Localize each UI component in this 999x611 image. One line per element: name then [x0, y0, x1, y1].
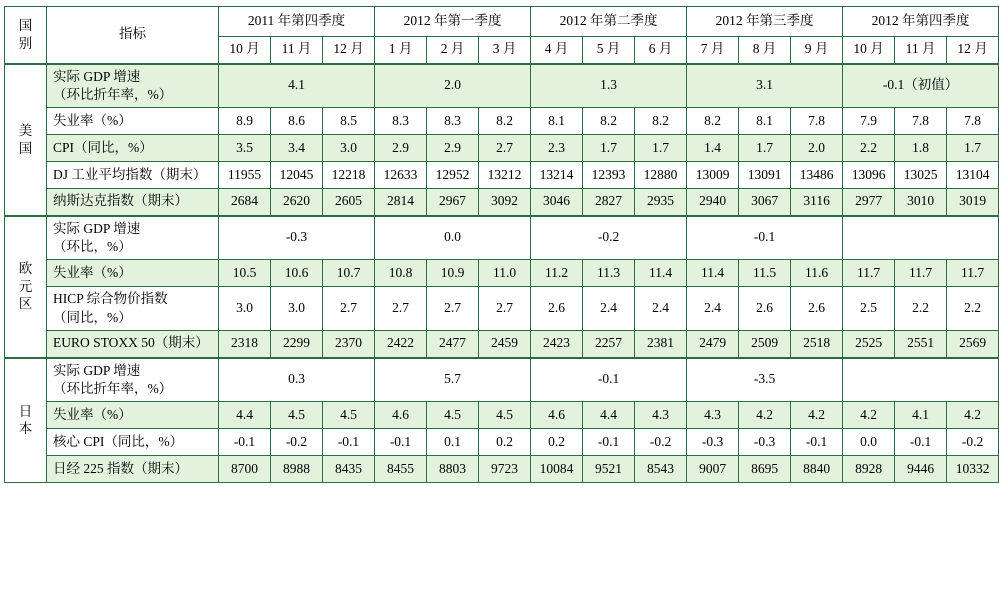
cell: 7.8: [791, 108, 843, 135]
cell: -0.1: [219, 429, 271, 456]
cell: 2569: [947, 331, 999, 358]
cell: 4.2: [843, 402, 895, 429]
cell: 4.5: [323, 402, 375, 429]
cell: 9446: [895, 456, 947, 483]
cell: 2422: [375, 331, 427, 358]
cell: 12393: [583, 162, 635, 189]
table-row: [5, 331, 999, 358]
cell: 2.9: [427, 135, 479, 162]
cell: 8988: [271, 456, 323, 483]
row-label-us-gdp: 实际 GDP 增速 （环比折年率，%）: [47, 64, 219, 108]
table-row: [5, 162, 999, 189]
cell: 2.9: [375, 135, 427, 162]
header-month: 8 月: [739, 37, 791, 64]
table-row: [5, 64, 999, 108]
cell: 2318: [219, 331, 271, 358]
cell: 4.4: [219, 402, 271, 429]
row-label-jp-unemployment: 失业率（%）: [47, 402, 219, 429]
cell: 4.3: [635, 402, 687, 429]
cell-jp-gdp-q1: 0.3: [219, 358, 375, 402]
cell: 2509: [739, 331, 791, 358]
cell: 9521: [583, 456, 635, 483]
cell-us-gdp-q3: 1.3: [531, 64, 687, 108]
cell-us-gdp-q5: -0.1（初值）: [843, 64, 999, 108]
cell: 2.2: [947, 287, 999, 331]
cell: 9007: [687, 456, 739, 483]
cell-ez-gdp-q1: -0.3: [219, 216, 375, 260]
cell: 2.7: [323, 287, 375, 331]
table-header: [5, 7, 999, 64]
cell: -0.1: [583, 429, 635, 456]
cell: 2.7: [375, 287, 427, 331]
header-quarter-3: 2012 年第二季度: [531, 7, 687, 37]
header-month: 12 月: [323, 37, 375, 64]
cell: 8543: [635, 456, 687, 483]
table-row: [5, 287, 999, 331]
cell: 2.6: [739, 287, 791, 331]
cell: 2.7: [427, 287, 479, 331]
header-month: 5 月: [583, 37, 635, 64]
cell: 11.2: [531, 260, 583, 287]
cell: 2518: [791, 331, 843, 358]
cell: 12218: [323, 162, 375, 189]
cell: 2684: [219, 189, 271, 216]
header-month: 10 月: [843, 37, 895, 64]
cell: 8.2: [583, 108, 635, 135]
cell: -0.3: [739, 429, 791, 456]
row-label-ez-gdp: 实际 GDP 增速 （环比，%）: [47, 216, 219, 260]
cell-jp-gdp-q5: [843, 358, 999, 402]
cell: 3092: [479, 189, 531, 216]
cell: 8700: [219, 456, 271, 483]
cell: 2.3: [531, 135, 583, 162]
header-quarter-4: 2012 年第三季度: [687, 7, 843, 37]
cell: 4.6: [531, 402, 583, 429]
header-month: 11 月: [271, 37, 323, 64]
cell: 12880: [635, 162, 687, 189]
cell: 8435: [323, 456, 375, 483]
cell: 0.0: [843, 429, 895, 456]
header-month: 3 月: [479, 37, 531, 64]
row-label-ez-unemployment: 失业率（%）: [47, 260, 219, 287]
cell: 2381: [635, 331, 687, 358]
cell: 2.4: [583, 287, 635, 331]
table-row: [5, 135, 999, 162]
table-body-japan: [5, 358, 999, 483]
cell: 4.2: [791, 402, 843, 429]
header-quarter-1: 2011 年第四季度: [219, 7, 375, 37]
cell: 4.2: [739, 402, 791, 429]
cell: 3.5: [219, 135, 271, 162]
row-label-jp-core-cpi: 核心 CPI（同比，%）: [47, 429, 219, 456]
cell: 8.3: [375, 108, 427, 135]
cell: -0.1: [375, 429, 427, 456]
cell: 4.4: [583, 402, 635, 429]
cell: 2.5: [843, 287, 895, 331]
cell: 2827: [583, 189, 635, 216]
cell: 8.2: [635, 108, 687, 135]
cell: 2977: [843, 189, 895, 216]
cell: 13486: [791, 162, 843, 189]
row-label-jp-nikkei: 日经 225 指数（期末）: [47, 456, 219, 483]
header-row-quarters: [5, 7, 999, 37]
cell: 2935: [635, 189, 687, 216]
cell-us-gdp-q4: 3.1: [687, 64, 843, 108]
cell: 2.6: [791, 287, 843, 331]
header-month: 9 月: [791, 37, 843, 64]
cell: 10.6: [271, 260, 323, 287]
cell: 3010: [895, 189, 947, 216]
cell: 8.5: [323, 108, 375, 135]
cell: 11.4: [687, 260, 739, 287]
cell: 11.7: [947, 260, 999, 287]
cell: 3.4: [271, 135, 323, 162]
cell: -0.1: [791, 429, 843, 456]
cell: -0.3: [687, 429, 739, 456]
cell: 13104: [947, 162, 999, 189]
cell: 2459: [479, 331, 531, 358]
cell: 2525: [843, 331, 895, 358]
row-label-us-unemployment: 失业率（%）: [47, 108, 219, 135]
country-cell-japan: 日 本: [5, 358, 47, 483]
row-label-us-nasdaq: 纳斯达克指数（期末）: [47, 189, 219, 216]
cell: 13212: [479, 162, 531, 189]
cell: 2479: [687, 331, 739, 358]
cell-jp-gdp-q2: 5.7: [375, 358, 531, 402]
cell: 1.4: [687, 135, 739, 162]
cell: 7.8: [895, 108, 947, 135]
cell: 2.6: [531, 287, 583, 331]
cell: 2.4: [635, 287, 687, 331]
cell-jp-gdp-q4: -3.5: [687, 358, 843, 402]
country-cell-eurozone: 欧 元 区: [5, 216, 47, 358]
cell-ez-gdp-q5: [843, 216, 999, 260]
cell: 3046: [531, 189, 583, 216]
cell: 11.6: [791, 260, 843, 287]
cell: 8803: [427, 456, 479, 483]
cell: 3.0: [323, 135, 375, 162]
cell: 8.2: [479, 108, 531, 135]
cell-ez-gdp-q4: -0.1: [687, 216, 843, 260]
cell: 2620: [271, 189, 323, 216]
cell: 3.0: [271, 287, 323, 331]
row-label-us-cpi: CPI（同比，%）: [47, 135, 219, 162]
cell: 13091: [739, 162, 791, 189]
cell: 4.5: [479, 402, 531, 429]
cell: 9723: [479, 456, 531, 483]
header-country: 国 别: [5, 7, 47, 64]
table-body-eurozone: [5, 216, 999, 358]
cell: 3116: [791, 189, 843, 216]
header-month: 4 月: [531, 37, 583, 64]
cell: 11.7: [895, 260, 947, 287]
cell: 10332: [947, 456, 999, 483]
country-cell-us: 美 国: [5, 64, 47, 216]
cell: 8928: [843, 456, 895, 483]
cell-us-gdp-q1: 4.1: [219, 64, 375, 108]
row-label-ez-stoxx: EURO STOXX 50（期末）: [47, 331, 219, 358]
cell: 2.0: [791, 135, 843, 162]
cell: 8695: [739, 456, 791, 483]
cell-ez-gdp-q2: 0.0: [375, 216, 531, 260]
cell: 8.6: [271, 108, 323, 135]
macro-indicator-table: [4, 6, 999, 483]
table-row: [5, 402, 999, 429]
header-quarter-2: 2012 年第一季度: [375, 7, 531, 37]
cell: 7.8: [947, 108, 999, 135]
cell: 2.7: [479, 287, 531, 331]
cell: 4.3: [687, 402, 739, 429]
cell: 13096: [843, 162, 895, 189]
table-row: [5, 189, 999, 216]
header-month: 12 月: [947, 37, 999, 64]
cell: 11.7: [843, 260, 895, 287]
row-label-jp-gdp: 实际 GDP 增速 （环比折年率，%）: [47, 358, 219, 402]
cell: 4.5: [427, 402, 479, 429]
cell: 2257: [583, 331, 635, 358]
row-label-us-dj: DJ 工业平均指数（期末）: [47, 162, 219, 189]
cell: 13025: [895, 162, 947, 189]
cell: 1.7: [947, 135, 999, 162]
cell: 2370: [323, 331, 375, 358]
cell: 1.7: [635, 135, 687, 162]
cell: 1.8: [895, 135, 947, 162]
cell-jp-gdp-q3: -0.1: [531, 358, 687, 402]
cell: 1.7: [583, 135, 635, 162]
header-month: 10 月: [219, 37, 271, 64]
table-row: [5, 216, 999, 260]
table-row: [5, 456, 999, 483]
cell: -0.1: [323, 429, 375, 456]
cell: 11.4: [635, 260, 687, 287]
header-month: 6 月: [635, 37, 687, 64]
cell: 2551: [895, 331, 947, 358]
cell: 4.5: [271, 402, 323, 429]
cell: 8.1: [531, 108, 583, 135]
cell: 10.7: [323, 260, 375, 287]
cell: 11955: [219, 162, 271, 189]
cell: 12045: [271, 162, 323, 189]
cell: 3.0: [219, 287, 271, 331]
cell: 2423: [531, 331, 583, 358]
header-month: 1 月: [375, 37, 427, 64]
cell: 0.1: [427, 429, 479, 456]
cell: 3067: [739, 189, 791, 216]
cell: 2.2: [843, 135, 895, 162]
cell: 8.1: [739, 108, 791, 135]
cell: 1.7: [739, 135, 791, 162]
cell: 2299: [271, 331, 323, 358]
cell: 0.2: [479, 429, 531, 456]
cell: 10.9: [427, 260, 479, 287]
header-month: 2 月: [427, 37, 479, 64]
header-indicator: 指标: [47, 7, 219, 64]
cell: 2814: [375, 189, 427, 216]
cell: 8455: [375, 456, 427, 483]
row-label-ez-hicp: HICP 综合物价指数 （同比，%）: [47, 287, 219, 331]
cell: 8.3: [427, 108, 479, 135]
cell: 13009: [687, 162, 739, 189]
cell: 12952: [427, 162, 479, 189]
table-body-us: [5, 64, 999, 216]
cell: 10084: [531, 456, 583, 483]
cell-ez-gdp-q3: -0.2: [531, 216, 687, 260]
cell: 8840: [791, 456, 843, 483]
cell: 2.2: [895, 287, 947, 331]
header-month: 11 月: [895, 37, 947, 64]
cell: 4.1: [895, 402, 947, 429]
header-month: 7 月: [687, 37, 739, 64]
cell: 4.2: [947, 402, 999, 429]
cell: 2.7: [479, 135, 531, 162]
cell: 3019: [947, 189, 999, 216]
cell: 0.2: [531, 429, 583, 456]
cell: -0.1: [895, 429, 947, 456]
cell: -0.2: [947, 429, 999, 456]
cell: 8.2: [687, 108, 739, 135]
cell: 11.0: [479, 260, 531, 287]
cell: 4.6: [375, 402, 427, 429]
cell: 8.9: [219, 108, 271, 135]
cell: 11.5: [739, 260, 791, 287]
cell: 10.8: [375, 260, 427, 287]
cell: 11.3: [583, 260, 635, 287]
cell-us-gdp-q2: 2.0: [375, 64, 531, 108]
cell: 13214: [531, 162, 583, 189]
cell: 2477: [427, 331, 479, 358]
cell: 2605: [323, 189, 375, 216]
table-row: [5, 108, 999, 135]
table-row: [5, 429, 999, 456]
cell: 2967: [427, 189, 479, 216]
cell: 2.4: [687, 287, 739, 331]
header-quarter-5: 2012 年第四季度: [843, 7, 999, 37]
cell: 10.5: [219, 260, 271, 287]
cell: -0.2: [635, 429, 687, 456]
cell: 12633: [375, 162, 427, 189]
cell: 7.9: [843, 108, 895, 135]
cell: -0.2: [271, 429, 323, 456]
cell: 2940: [687, 189, 739, 216]
table-row: [5, 358, 999, 402]
table-row: [5, 260, 999, 287]
